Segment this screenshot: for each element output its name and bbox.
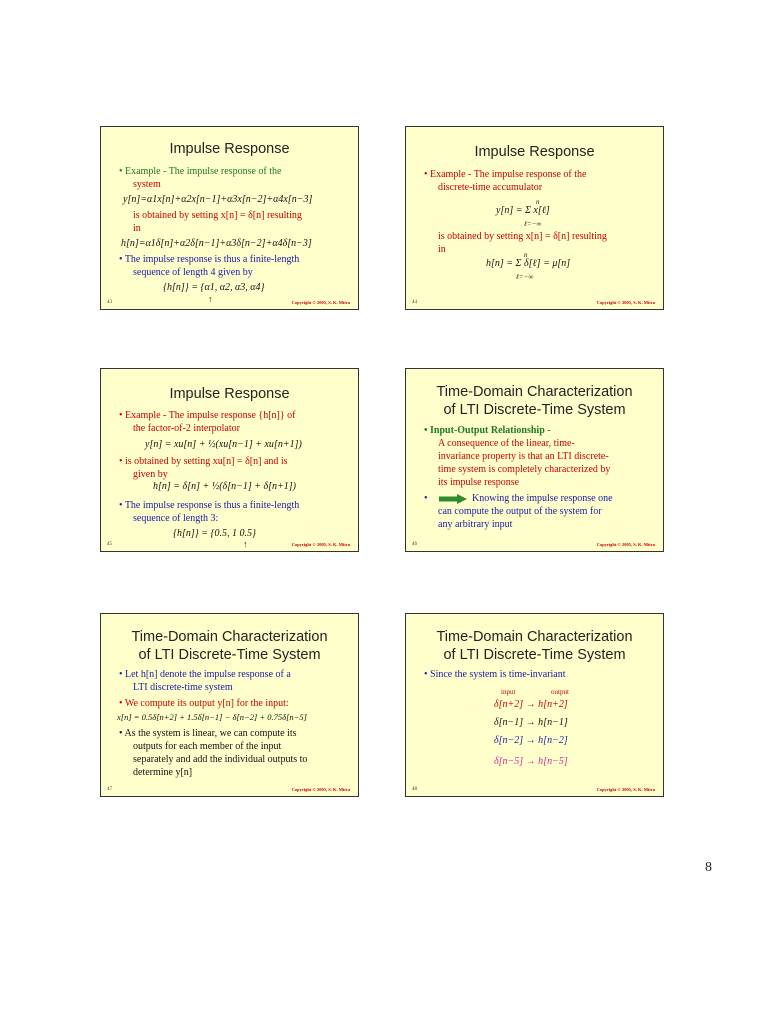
arrow-up-icon: ↑	[243, 539, 248, 549]
copyright: Copyright © 2005, S. K. Mitra	[596, 787, 655, 792]
slide-text: given by	[133, 469, 168, 480]
slide-text: can compute the output of the system for	[438, 506, 602, 517]
slide-equation: δ[n−2] → h[n−2]	[494, 735, 568, 746]
slide-text: • Example - The impulse response of the	[119, 166, 282, 177]
slide-title-line-2: of LTI Discrete-Time System	[138, 647, 321, 663]
slide-equation: y[n] = xu[n] + ½(xu[n−1] + xu[n+1])	[145, 439, 302, 450]
slide-text: time system is completely characterized by	[438, 464, 611, 475]
slide-equation: δ[n−1] → h[n−1]	[494, 717, 568, 728]
slide-title-line-1: Time-Domain Characterization	[436, 384, 633, 400]
slide-title-line-1: Time-Domain Characterization	[436, 629, 633, 645]
slide-number: 43	[107, 300, 112, 305]
slide-text: separately and add the individual outputs to	[133, 754, 308, 765]
slide-text: • We compute its output y[n] for the input:	[119, 698, 289, 709]
slide-title-line-2: of LTI Discrete-Time System	[443, 647, 626, 663]
slide-equation: x[n] = 0.5δ[n+2] + 1.5δ[n−1] − δ[n−2] + 0.75δ[n−5]	[117, 712, 307, 722]
slide-equation: {h[n]} = {α1, α2, α3, α4}	[163, 282, 265, 293]
slide-text: • The impulse response is thus a finite-length	[119, 254, 300, 265]
slide-text: sequence of length 4 given by	[133, 267, 253, 278]
slide-number: 45	[107, 542, 112, 547]
slide-number: 47	[107, 787, 112, 792]
slide-text: system	[133, 179, 161, 190]
slide-text: A consequence of the linear, time-	[438, 438, 575, 449]
slide-text: • Let h[n] denote the impulse response of a	[119, 669, 291, 680]
slide-text: in	[438, 244, 446, 255]
right-arrow-icon	[439, 494, 467, 504]
slide-equation: y[n]=α1x[n]+α2x[n−1]+α3x[n−2]+α4x[n−3]	[123, 194, 313, 205]
slide-text: sequence of length 3:	[133, 513, 219, 524]
column-label-output: output	[551, 688, 569, 696]
slide-text: any arbitrary input	[438, 519, 513, 530]
slide-number: 44	[412, 300, 417, 305]
slide-text: is obtained by setting x[n] = δ[n] resulting	[133, 210, 302, 221]
slide-text: • Example - The impulse response {h[n]} of	[119, 410, 296, 421]
slide-equation: h[n]=α1δ[n]+α2δ[n−1]+α3δ[n−2]+α4δ[n−3]	[121, 238, 312, 249]
slide-text: LTI discrete-time system	[133, 682, 233, 693]
slide-text: determine y[n]	[133, 767, 193, 778]
slide-equation: ℓ=−∞	[524, 220, 542, 228]
slide-46	[405, 368, 664, 552]
slide-equation: δ[n+2] → h[n+2]	[494, 699, 568, 710]
slide-45	[100, 368, 359, 552]
slide-text: • Example - The impulse response of the	[424, 169, 587, 180]
slide-text: • As the system is linear, we can compute its	[119, 728, 297, 739]
slide-equation: y[n] = Σ x[ℓ]	[496, 205, 550, 216]
slide-title-line-2: of LTI Discrete-Time System	[443, 402, 626, 418]
slide-text: its impulse response	[438, 477, 520, 488]
slide-text: outputs for each member of the input	[133, 741, 282, 752]
slide-text: • Input-Output Relationship -	[424, 425, 551, 436]
bullet: •	[424, 493, 428, 504]
copyright: Copyright © 2005, S. K. Mitra	[596, 542, 655, 547]
slide-text: the factor-of-2 interpolator	[133, 423, 240, 434]
slide-equation: h[n] = δ[n] + ½(δ[n−1] + δ[n+1])	[153, 481, 296, 492]
slide-48	[405, 613, 664, 797]
arrow-up-icon: ↑	[208, 294, 213, 304]
slide-text: • is obtained by setting xu[n] = δ[n] and is	[119, 456, 288, 467]
slide-text: discrete-time accumulator	[438, 182, 543, 193]
slide-number: 46	[412, 542, 417, 547]
slide-text: • Since the system is time-invariant	[424, 669, 566, 680]
slide-title: Impulse Response	[169, 386, 290, 402]
slide-equation: n	[524, 251, 528, 259]
slide-title: Impulse Response	[169, 141, 290, 157]
slide-47	[100, 613, 359, 797]
slide-text: in	[133, 223, 141, 234]
slide-text: • The impulse response is thus a finite-length	[119, 500, 300, 511]
slide-equation: ℓ=−∞	[516, 273, 534, 281]
copyright: Copyright © 2005, S. K. Mitra	[596, 300, 655, 305]
column-label-input: input	[501, 688, 516, 696]
copyright: Copyright © 2005, S. K. Mitra	[291, 787, 350, 792]
slide-title-line-1: Time-Domain Characterization	[131, 629, 328, 645]
slide-text: invariance property is that an LTI discrete-	[438, 451, 609, 462]
slide-equation: n	[536, 198, 540, 206]
slide-title: Impulse Response	[474, 144, 595, 160]
slide-text: Knowing the impulse response one	[472, 493, 613, 504]
slide-44	[405, 126, 664, 310]
copyright: Copyright © 2005, S. K. Mitra	[291, 542, 350, 547]
slide-equation: h[n] = Σ δ[ℓ] = μ[n]	[486, 258, 571, 269]
page-number: 8	[705, 860, 712, 875]
slide-number: 48	[412, 787, 417, 792]
copyright: Copyright © 2005, S. K. Mitra	[291, 300, 350, 305]
slide-43	[100, 126, 359, 310]
slide-text: is obtained by setting x[n] = δ[n] resulting	[438, 231, 607, 242]
slide-equation: δ[n−5] → h[n−5]	[494, 756, 568, 767]
slide-equation: {h[n]} = {0.5, 1 0.5}	[173, 528, 257, 539]
